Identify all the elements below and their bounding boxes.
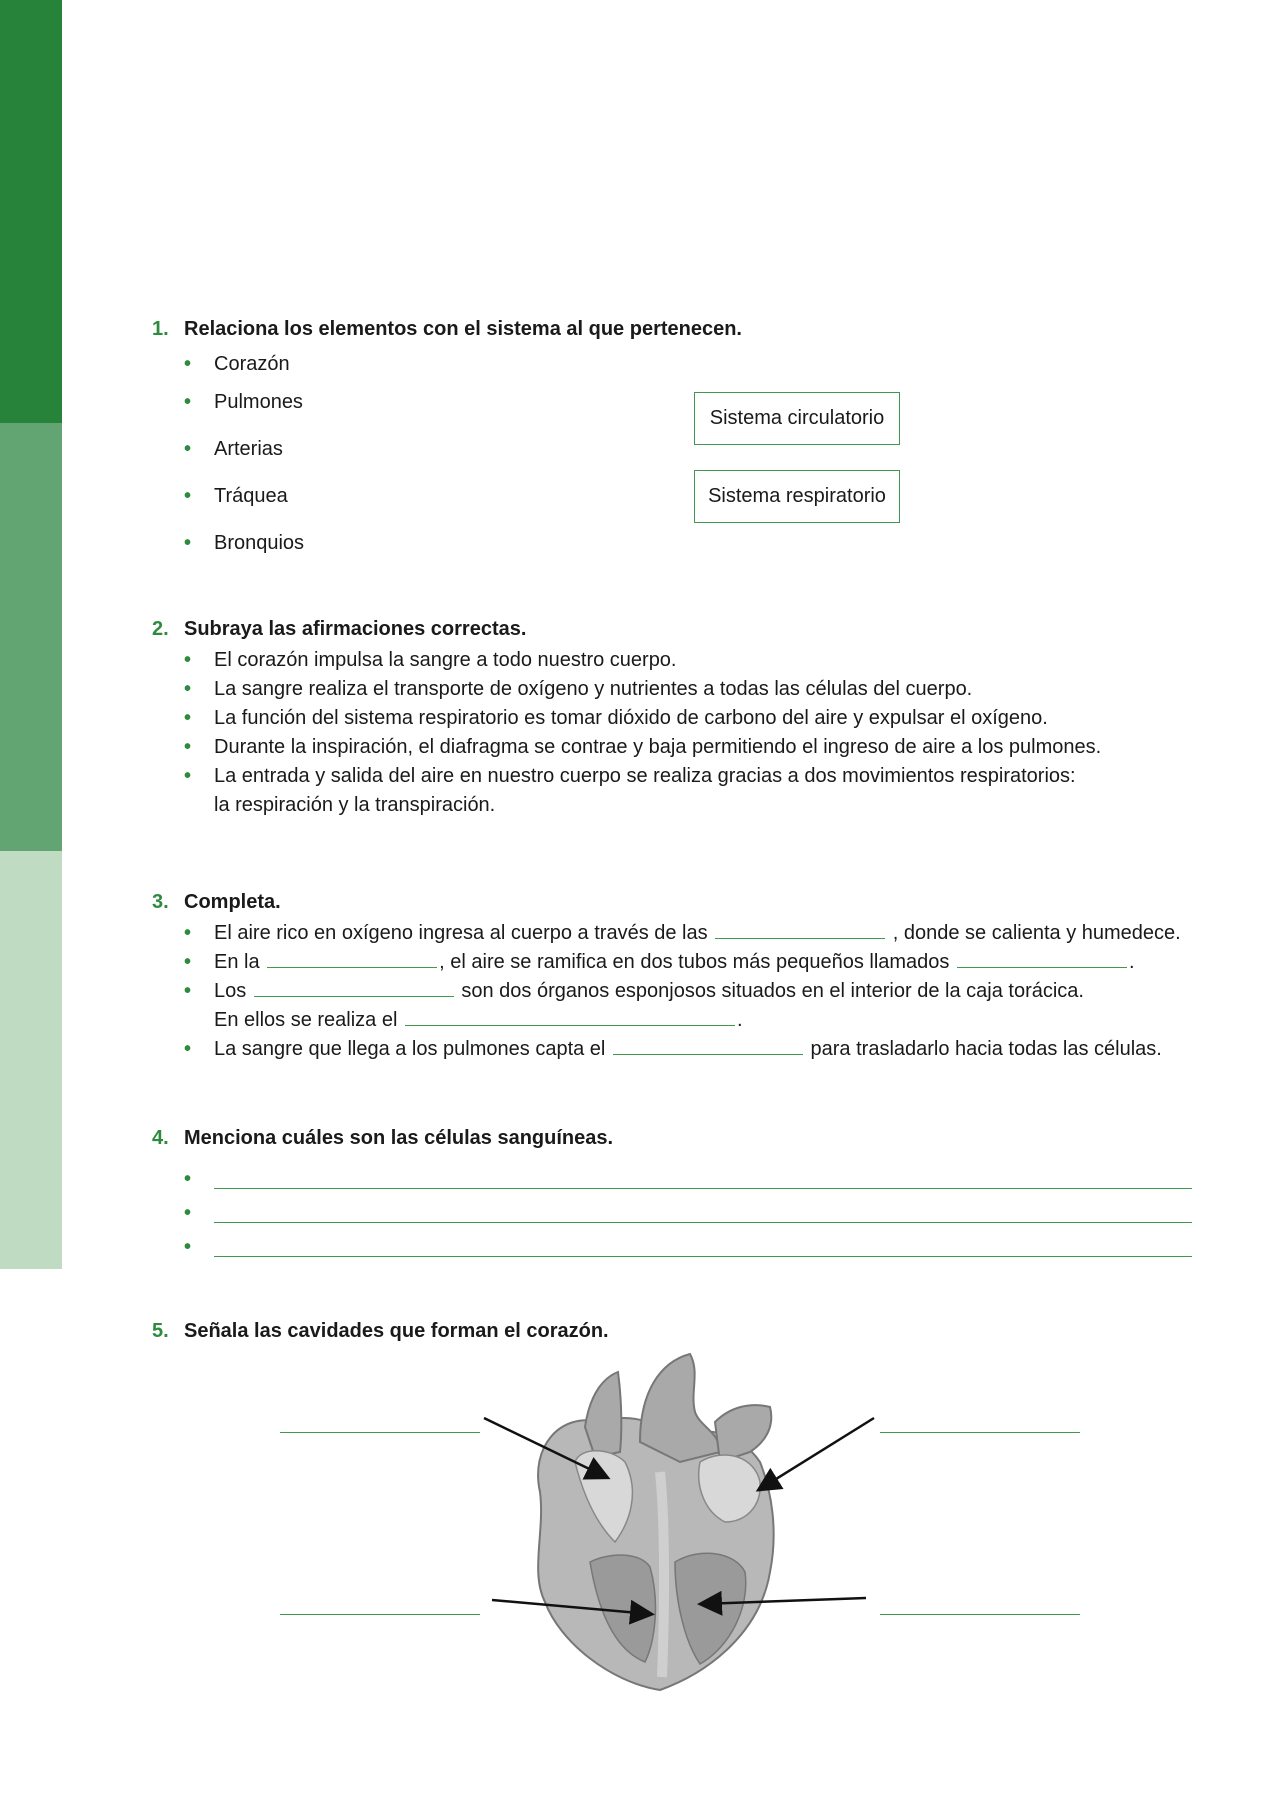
- list-item: • Pulmones: [184, 379, 1192, 426]
- list-item: • La entrada y salida del aire en nuestro cuerpo se realiza gracias a dos movimientos respiratorios: la respiración y la transpiración.: [184, 762, 1192, 820]
- answer-blank[interactable]: [715, 921, 885, 939]
- question-number: 3.: [152, 891, 169, 913]
- question-title: Relaciona los elementos con el sistema al que pertenecen.: [184, 318, 742, 340]
- bullet-icon: •: [184, 1038, 192, 1060]
- bullet-icon: •: [184, 707, 192, 729]
- list-item: • La sangre realiza el transporte de oxígeno y nutrientes a todas las células del cuerpo.: [184, 675, 1192, 704]
- bullet-icon: •: [184, 765, 192, 787]
- list-item: • Tráquea: [184, 473, 1192, 520]
- list-item: • La sangre que llega a los pulmones capta el para trasladarlo hacia todas las células.: [184, 1035, 1192, 1064]
- question-4-heading: [152, 1127, 1192, 1150]
- bullet-icon: •: [184, 980, 192, 1002]
- bullet-icon: •: [184, 649, 192, 671]
- bullet-icon: •: [184, 678, 192, 700]
- question-2: [152, 618, 1192, 891]
- system-box-circulatory: Sistema circulatorio: [694, 392, 900, 445]
- bullet-icon: •: [184, 353, 192, 375]
- left-vessel-icon: [585, 1372, 621, 1457]
- list-item: • El corazón impulsa la sangre a todo nuestro cuerpo.: [184, 646, 1192, 675]
- question-title: Subraya las afirmaciones correctas.: [184, 618, 527, 640]
- question-1-heading: [152, 318, 1192, 341]
- bullet-icon: •: [184, 532, 192, 554]
- question-title: Completa.: [184, 891, 281, 913]
- system-box-respiratory: Sistema respiratorio: [694, 470, 900, 523]
- question-number: 5.: [152, 1320, 169, 1342]
- worksheet-content: [152, 318, 1192, 1343]
- bullet-icon: •: [184, 1168, 192, 1190]
- answer-blank[interactable]: [613, 1037, 803, 1055]
- side-band-light: [0, 851, 62, 1269]
- answer-blank[interactable]: [957, 950, 1127, 968]
- question-5: [152, 1320, 1192, 1343]
- answer-line-item: [184, 1162, 1192, 1196]
- heart-illustration: [0, 1352, 1280, 1692]
- statement-list: [152, 646, 1192, 820]
- list-item: • La función del sistema respiratorio es tomar dióxido de carbono del aire y expulsar el oxígeno.: [184, 704, 1192, 733]
- heart-diagram: [0, 1352, 1280, 1692]
- bullet-icon: •: [184, 951, 192, 973]
- list-item: • Arterias: [184, 426, 1192, 473]
- answer-line[interactable]: [214, 1196, 1192, 1223]
- answer-line[interactable]: [214, 1230, 1192, 1257]
- bullet-icon: •: [184, 485, 192, 507]
- septum: [660, 1472, 664, 1677]
- question-number: 1.: [152, 318, 169, 340]
- side-band-medium: [0, 423, 62, 851]
- answer-blank[interactable]: [254, 979, 454, 997]
- list-item: • El aire rico en oxígeno ingresa al cuerpo a través de las , donde se calienta y humedece.: [184, 919, 1192, 948]
- right-vessel-icon: [715, 1405, 771, 1462]
- answer-line[interactable]: [214, 1162, 1192, 1189]
- question-number: 2.: [152, 618, 169, 640]
- answer-line-item: [184, 1196, 1192, 1230]
- question-1: [152, 318, 1192, 618]
- bullet-icon: •: [184, 736, 192, 758]
- list-item: • En la , el aire se ramifica en dos tubos más pequeños llamados .: [184, 948, 1192, 977]
- question-3-heading: [152, 891, 1192, 914]
- answer-blank[interactable]: [267, 950, 437, 968]
- list-item: • Durante la inspiración, el diafragma se contrae y baja permitiendo el ingreso de aire a los pulmones.: [184, 733, 1192, 762]
- bullet-icon: •: [184, 438, 192, 460]
- list-item: • Bronquios: [184, 520, 1192, 567]
- arrow-top-right: [760, 1418, 874, 1489]
- question-3: [152, 891, 1192, 1127]
- answer-line-item: [184, 1230, 1192, 1264]
- question-number: 4.: [152, 1127, 169, 1149]
- bullet-icon: •: [184, 922, 192, 944]
- question-4: [152, 1127, 1192, 1320]
- answer-lines: [152, 1162, 1192, 1264]
- aorta-icon: [640, 1354, 720, 1462]
- bullet-icon: •: [184, 391, 192, 413]
- answer-blank[interactable]: [405, 1008, 735, 1026]
- element-list: [152, 349, 1192, 567]
- bullet-icon: •: [184, 1202, 192, 1224]
- list-item: • Los son dos órganos esponjosos situados en el interior de la caja torácica. En ellos se realiza el .: [184, 977, 1192, 1035]
- question-5-heading: [152, 1320, 1192, 1343]
- list-item: • Corazón: [184, 349, 1192, 379]
- side-band-dark: [0, 0, 62, 423]
- fill-in-list: [152, 919, 1192, 1064]
- bullet-icon: •: [184, 1236, 192, 1258]
- question-title: Menciona cuáles son las células sanguíneas.: [184, 1127, 614, 1149]
- question-title: Señala las cavidades que forman el corazón.: [184, 1320, 609, 1342]
- question-2-heading: [152, 618, 1192, 641]
